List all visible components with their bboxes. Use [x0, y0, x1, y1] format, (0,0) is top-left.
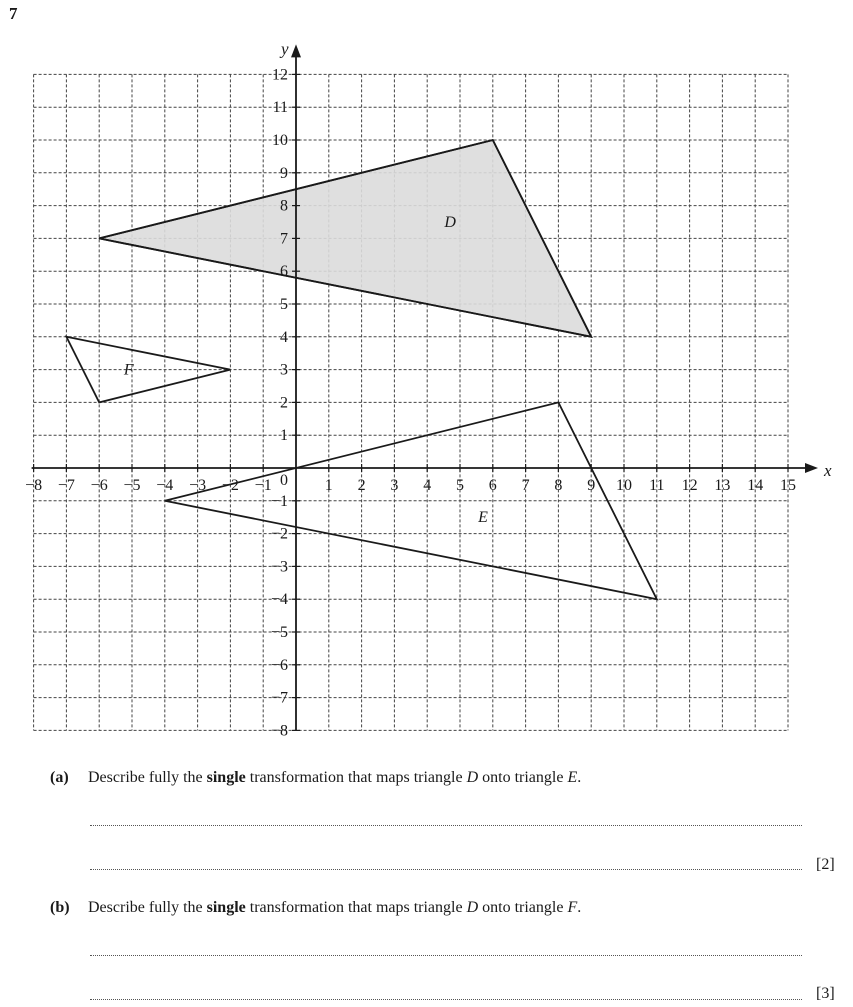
- y-tick-label: 10: [272, 132, 288, 149]
- question-number: 7: [9, 4, 18, 23]
- part-b-letter: (b): [50, 899, 70, 916]
- y-tick-label: −6: [270, 656, 288, 674]
- x-tick-label: 2: [357, 477, 366, 494]
- part-b-text: Describe fully the single transformation that maps triangle D onto triangle F.: [88, 899, 582, 916]
- y-tick-label: 8: [280, 197, 288, 215]
- triangle-label-F: F: [123, 361, 134, 379]
- y-tick-label: −1: [270, 492, 288, 510]
- y-tick-label: 9: [280, 164, 288, 182]
- answer-line-b2[interactable]: [90, 999, 802, 1000]
- y-tick-label: 3: [280, 361, 288, 379]
- y-tick-label: −3: [270, 558, 288, 576]
- x-tick-label: 15: [780, 477, 796, 494]
- origin-label: 0: [280, 472, 288, 489]
- y-tick-label: −4: [270, 591, 288, 609]
- x-tick-label: 10: [616, 477, 632, 494]
- x-tick-label: −5: [123, 477, 141, 494]
- x-tick-label: 4: [423, 477, 432, 494]
- x-tick-label: 1: [324, 477, 333, 494]
- answer-line-a2[interactable]: [90, 869, 802, 870]
- x-tick-label: −7: [57, 477, 75, 494]
- answer-line-a1[interactable]: [90, 825, 802, 826]
- x-tick-label: 3: [390, 477, 399, 494]
- x-tick-label: 12: [681, 477, 698, 494]
- x-axis-label: x: [824, 461, 832, 480]
- x-tick-label: 11: [649, 477, 665, 494]
- x-axis-arrow-icon: [805, 463, 818, 473]
- x-tick-label: −4: [156, 477, 174, 494]
- y-tick-label: 12: [272, 66, 288, 84]
- x-tick-label: 14: [747, 477, 764, 494]
- y-tick-label: −5: [270, 624, 288, 641]
- y-tick-label: 7: [280, 230, 288, 248]
- y-tick-label: 2: [280, 394, 288, 412]
- x-tick-label: −2: [221, 477, 239, 494]
- x-tick-label: 13: [714, 477, 731, 494]
- y-tick-label: −8: [270, 722, 288, 740]
- x-tick-label: 8: [554, 477, 563, 494]
- y-tick-label: 5: [280, 296, 288, 313]
- question-part-a: [50, 769, 581, 787]
- y-tick-label: −7: [270, 689, 288, 707]
- marks-a: [2]: [816, 856, 835, 873]
- x-tick-label: −1: [254, 477, 272, 494]
- y-tick-label: −2: [270, 525, 288, 543]
- y-axis-label: y: [281, 39, 289, 59]
- y-tick-label: 11: [272, 99, 288, 117]
- x-tick-label: −6: [90, 477, 108, 494]
- triangle-label-D: D: [444, 214, 456, 231]
- x-tick-label: 5: [456, 477, 464, 494]
- marks-b: [3]: [816, 985, 835, 1002]
- part-a-text: Describe fully the single transformation that maps triangle D onto triangle E.: [88, 769, 582, 786]
- triangle-D: [99, 140, 591, 337]
- part-a-letter: (a): [50, 769, 69, 786]
- x-tick-label: 7: [521, 477, 530, 494]
- question-part-b: [50, 899, 581, 917]
- answer-line-b1[interactable]: [90, 955, 802, 956]
- x-tick-label: −8: [25, 477, 43, 494]
- triangle-label-E: E: [478, 509, 488, 527]
- y-tick-label: 6: [280, 263, 288, 281]
- x-tick-label: 6: [488, 477, 497, 494]
- y-axis-arrow-icon: [291, 44, 301, 57]
- x-tick-label: −3: [189, 477, 207, 494]
- y-tick-label: 4: [280, 328, 288, 346]
- x-tick-label: 9: [587, 477, 596, 494]
- y-tick-label: 1: [280, 427, 288, 445]
